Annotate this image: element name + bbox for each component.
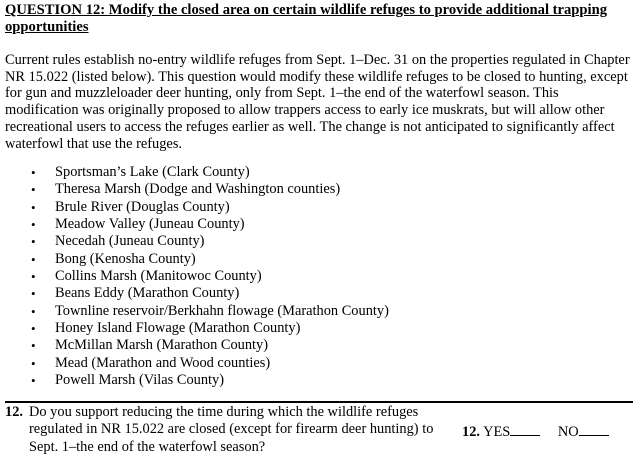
question-number: 12. xyxy=(5,404,23,420)
bullet-icon: • xyxy=(31,303,36,319)
bullet-icon: • xyxy=(31,373,36,389)
refuge-item xyxy=(0,164,600,181)
refuge-item xyxy=(0,285,600,302)
bullet-icon: • xyxy=(31,165,36,180)
refuge-item xyxy=(0,320,600,337)
refuge-item xyxy=(0,233,600,250)
refuge-name: Beans Eddy (Marathon County) xyxy=(55,285,240,302)
refuge-item xyxy=(0,181,600,198)
no-label: NO xyxy=(557,424,579,440)
section-divider xyxy=(5,401,633,403)
bullet-icon: • xyxy=(31,182,36,198)
refuge-name: Bong (Kenosha County) xyxy=(55,250,196,267)
refuge-name: Brule River (Douglas County) xyxy=(55,198,230,215)
refuge-name: Theresa Marsh (Dodge and Washington counties) xyxy=(55,181,341,198)
question-heading xyxy=(5,2,633,35)
no-answer-blank[interactable] xyxy=(579,423,609,436)
refuge-name: Townline reservoir/Berkhahn flowage (Marathon County) xyxy=(55,302,389,319)
answer-area xyxy=(462,423,609,441)
bullet-icon: • xyxy=(31,286,36,302)
refuge-item xyxy=(0,355,600,372)
bullet-icon: • xyxy=(31,355,36,371)
refuge-name: McMillan Marsh (Marathon County) xyxy=(55,337,269,354)
refuge-item xyxy=(0,199,600,216)
question-heading-text: QUESTION 12: Modify the closed area on certain wildlife refuges to provide additional trapping opportunities xyxy=(5,2,607,35)
ballot-question xyxy=(5,404,633,458)
refuge-name: Honey Island Flowage (Marathon County) xyxy=(55,320,301,337)
yes-answer-blank[interactable] xyxy=(510,423,540,436)
bullet-icon: • xyxy=(31,199,36,215)
refuge-item xyxy=(0,337,600,354)
refuge-name: Mead (Marathon and Wood counties) xyxy=(55,354,271,371)
refuge-item xyxy=(0,251,600,268)
refuge-list xyxy=(0,164,600,389)
bullet-icon: • xyxy=(31,321,36,337)
answer-number: 12. xyxy=(462,424,480,440)
refuge-name: Powell Marsh (Vilas County) xyxy=(55,372,225,389)
refuge-item xyxy=(0,372,600,389)
intro-paragraph: Current rules establish no-entry wildlife refuges from Sept. 1–Dec. 31 on the properties regulated in Chapter NR 15.022 (listed below). This question would modify these wildlife refuges to be closed to hunting, except for gun and muzzleloader deer hunting, only from Sept. 1–the end of the waterfowl season. This modification was originally proposed to allow trappers access to early ice muskrats, but will allow other recreational users to access the refuges earlier as well. The change is not anticipated to significantly affect waterfowl that use the refuges. xyxy=(5,52,630,152)
question-text: Do you support reducing the time during which the wildlife refuges regulated in NR 15.022 are closed (except for firearm deer hunting) to Sept. 1–the end of the waterfowl season? xyxy=(29,404,434,455)
bullet-icon: • xyxy=(31,269,36,285)
bullet-icon: • xyxy=(31,338,36,354)
bullet-icon: • xyxy=(31,251,36,267)
refuge-name: Sportsman’s Lake (Clark County) xyxy=(55,164,250,180)
refuge-name: Collins Marsh (Manitowoc County) xyxy=(55,268,262,285)
refuge-item xyxy=(0,303,600,320)
yes-label: YES xyxy=(483,424,511,440)
refuge-name: Necedah (Juneau County) xyxy=(55,233,205,250)
refuge-item xyxy=(0,268,600,285)
refuge-item xyxy=(0,216,600,233)
bullet-icon: • xyxy=(31,217,36,233)
bullet-icon: • xyxy=(31,234,36,250)
refuge-name: Meadow Valley (Juneau County) xyxy=(55,216,245,233)
